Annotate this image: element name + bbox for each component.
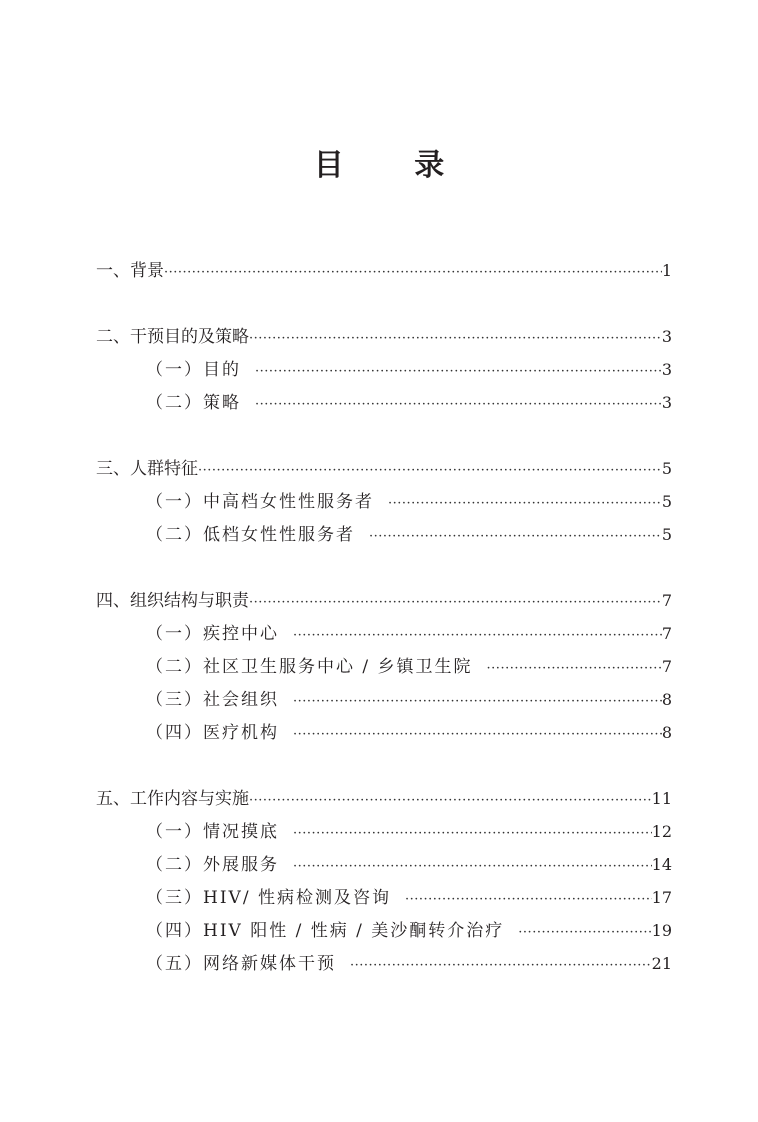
toc-leader-dots bbox=[164, 260, 662, 286]
toc-leader-dots bbox=[249, 590, 662, 616]
toc-subentry[interactable] bbox=[146, 522, 672, 548]
toc-entry-label: （二）社区卫生服务中心 / 乡镇卫生院 bbox=[146, 657, 473, 677]
toc-leader-dots bbox=[405, 887, 652, 913]
toc-entry-page: 3 bbox=[661, 393, 672, 412]
toc-entry-page: 5 bbox=[661, 492, 672, 511]
toc-leader-dots bbox=[293, 623, 662, 649]
toc-entry[interactable] bbox=[96, 588, 672, 614]
toc-entry-page: 7 bbox=[661, 657, 672, 676]
toc-subentry[interactable] bbox=[146, 621, 672, 647]
toc-entry-page: 8 bbox=[661, 690, 672, 709]
toc-leader-dots bbox=[487, 656, 662, 682]
toc-leader-dots bbox=[293, 854, 652, 880]
toc-subentry[interactable] bbox=[146, 720, 672, 746]
toc-subentry[interactable] bbox=[146, 819, 672, 845]
toc-subentry[interactable] bbox=[146, 885, 672, 911]
toc-leader-dots bbox=[369, 524, 662, 550]
toc-leader-dots bbox=[388, 491, 662, 517]
toc-entry-label: （四）HIV 阳性 / 性病 / 美沙酮转介治疗 bbox=[146, 921, 505, 941]
toc-entry-label: （三）HIV/ 性病检测及咨询 bbox=[146, 888, 391, 908]
toc-subentry[interactable] bbox=[146, 918, 672, 944]
toc-leader-dots bbox=[255, 359, 662, 385]
toc-entry-label: （一）疾控中心 bbox=[146, 624, 279, 644]
toc-entry-page: 5 bbox=[661, 459, 672, 478]
toc-entry-page: 17 bbox=[651, 888, 672, 907]
toc-entry-label: （四）医疗机构 bbox=[146, 723, 279, 743]
toc-subentry[interactable] bbox=[146, 951, 672, 977]
toc-entry[interactable] bbox=[96, 324, 672, 350]
toc-leader-dots bbox=[255, 392, 662, 418]
toc-entry-label: （一）目的 bbox=[146, 360, 241, 380]
toc-subentry[interactable] bbox=[146, 357, 672, 383]
toc-leader-dots bbox=[249, 326, 662, 352]
toc-entry-label: 四、组织结构与职责 bbox=[96, 591, 249, 611]
toc-subentry[interactable] bbox=[146, 687, 672, 713]
toc-entry-page: 3 bbox=[661, 360, 672, 379]
toc-entry-label: 二、干预目的及策略 bbox=[96, 327, 249, 347]
toc-entry-page: 7 bbox=[661, 624, 672, 643]
toc-leader-dots bbox=[198, 458, 662, 484]
toc-entry-label: （二）外展服务 bbox=[146, 855, 279, 875]
toc-entry-page: 12 bbox=[651, 822, 672, 841]
toc-leader-dots bbox=[293, 722, 662, 748]
toc-entry-label: （一）情况摸底 bbox=[146, 822, 279, 842]
toc-entry-page: 21 bbox=[651, 954, 672, 973]
toc-subentry[interactable] bbox=[146, 390, 672, 416]
toc-subentry[interactable] bbox=[146, 654, 672, 680]
toc-entry-page: 8 bbox=[661, 723, 672, 742]
toc-leader-dots bbox=[350, 953, 652, 979]
toc-entry-page: 11 bbox=[651, 789, 672, 808]
toc-subentry[interactable] bbox=[146, 852, 672, 878]
toc-entry-label: 一、背景 bbox=[96, 261, 164, 281]
toc-leader-dots bbox=[249, 788, 652, 814]
toc-entry-page: 3 bbox=[661, 327, 672, 346]
toc-entry-page: 14 bbox=[651, 855, 672, 874]
page-title: 目 录 bbox=[313, 148, 475, 183]
toc-entry-label: （五）网络新媒体干预 bbox=[146, 954, 336, 974]
toc-entry[interactable] bbox=[96, 786, 672, 812]
toc-entry-label: （一）中高档女性性服务者 bbox=[146, 492, 374, 512]
toc-leader-dots bbox=[293, 689, 662, 715]
toc-entry-label: 五、工作内容与实施 bbox=[96, 789, 249, 809]
toc-entry[interactable] bbox=[96, 258, 672, 284]
toc-leader-dots bbox=[518, 920, 651, 946]
toc-entry-label: （二）低档女性性服务者 bbox=[146, 525, 355, 545]
toc-leader-dots bbox=[293, 821, 652, 847]
toc-entry-page: 5 bbox=[661, 525, 672, 544]
toc-entry-page: 7 bbox=[661, 591, 672, 610]
toc-entry[interactable] bbox=[96, 456, 672, 482]
toc-subentry[interactable] bbox=[146, 489, 672, 515]
toc-entry-label: （三）社会组织 bbox=[146, 690, 279, 710]
toc-entry-label: 三、人群特征 bbox=[96, 459, 198, 479]
toc-entry-label: （二）策略 bbox=[146, 393, 241, 413]
toc-entry-page: 1 bbox=[661, 261, 672, 280]
toc-entry-page: 19 bbox=[651, 921, 672, 940]
